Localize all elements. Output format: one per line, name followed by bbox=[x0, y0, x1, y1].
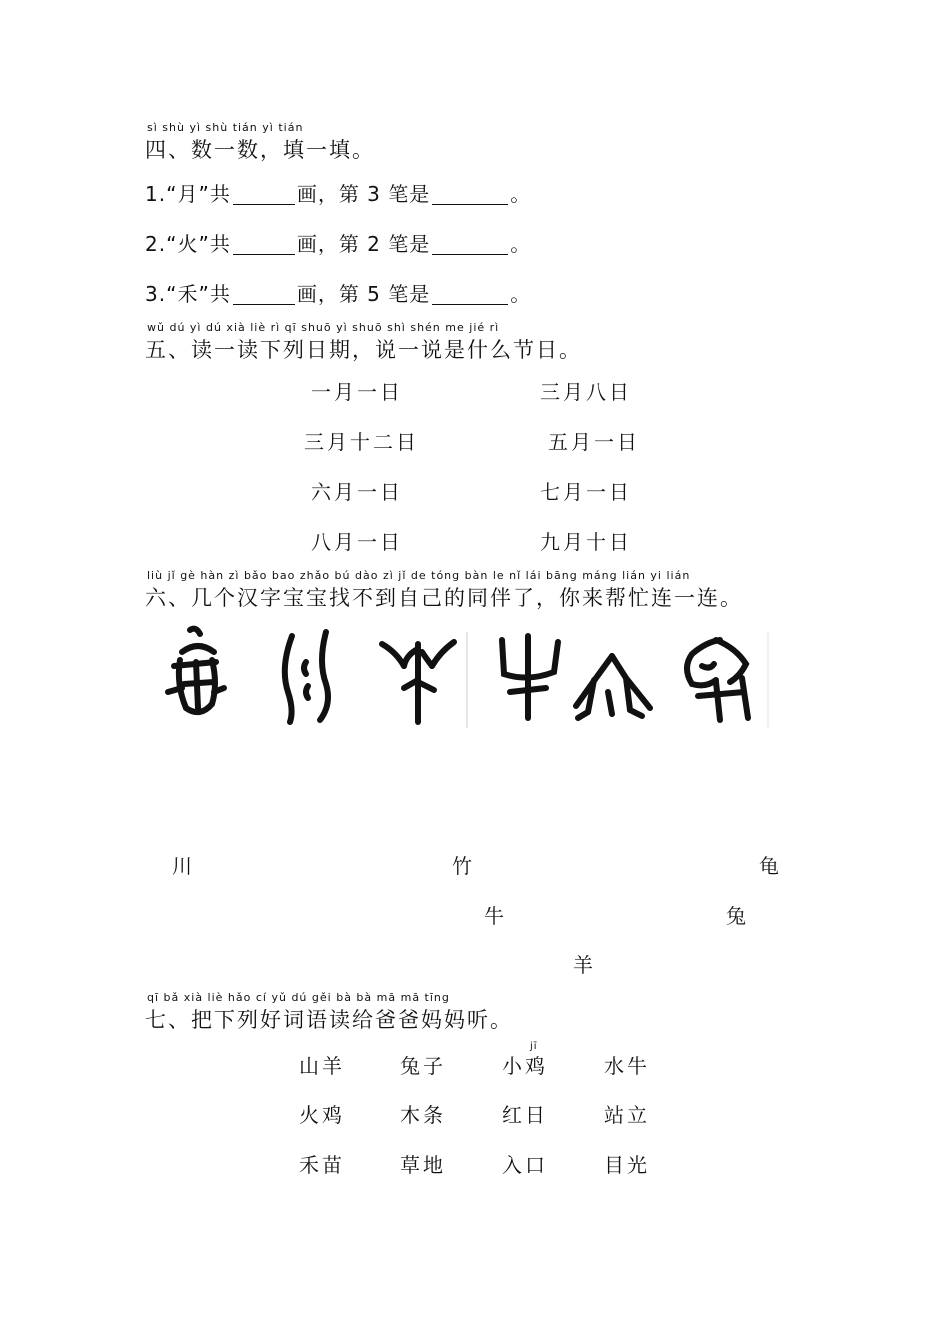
question-2 bbox=[145, 228, 531, 257]
question-number: 1. bbox=[145, 182, 167, 206]
question-char: “禾”共 bbox=[166, 282, 231, 306]
date-item: 八月一日 bbox=[311, 530, 403, 554]
rabbit-oracle-icon bbox=[676, 622, 760, 732]
section5-heading: 五、读一读下列日期，说一说是什么节日。 bbox=[145, 338, 582, 362]
section6-pinyin: liù jǐ gè hàn zì bǎo bao zhǎo bú dào zì jǐ de tóng bàn le nǐ lái bāng máng lián yi lián bbox=[147, 569, 691, 582]
section7-pinyin: qī bǎ xià liè hǎo cí yǔ dú gěi bà bà mā mā tīng bbox=[147, 991, 450, 1004]
stroke-name-blank[interactable] bbox=[432, 182, 508, 205]
question-number: 3. bbox=[145, 282, 167, 306]
char-zhu[interactable]: 竹 bbox=[452, 854, 472, 878]
date-item: 九月十日 bbox=[540, 530, 632, 554]
sheep-oracle-icon bbox=[568, 622, 660, 732]
section4-pinyin: sì shù yì shù tián yì tián bbox=[147, 121, 304, 134]
char-chuan[interactable]: 川 bbox=[172, 854, 192, 878]
char-niu[interactable]: 牛 bbox=[484, 904, 504, 928]
char-gui[interactable]: 龟 bbox=[759, 854, 779, 878]
word-item: 水牛 bbox=[604, 1054, 650, 1078]
char-yang[interactable]: 羊 bbox=[573, 953, 593, 977]
question-end: 。 bbox=[510, 182, 532, 206]
question-mid: 画，第 2 笔是 bbox=[296, 232, 431, 256]
section5-pinyin: wǔ dú yì dú xià liè rì qī shuō yì shuō shì shén me jié rì bbox=[147, 321, 500, 334]
bamboo-oracle-icon bbox=[374, 622, 462, 732]
cow-oracle-icon bbox=[488, 622, 568, 732]
date-item: 七月一日 bbox=[540, 480, 632, 504]
ji-pinyin: jī bbox=[530, 1041, 538, 1052]
word-item: 山羊 bbox=[299, 1054, 345, 1078]
question-3 bbox=[145, 278, 531, 307]
question-char: “火”共 bbox=[166, 232, 231, 256]
question-char: “月”共 bbox=[166, 182, 231, 206]
rabbit-oracle-glyph[interactable] bbox=[676, 622, 760, 732]
date-item: 一月一日 bbox=[311, 380, 403, 404]
turtle-oracle-glyph[interactable] bbox=[160, 622, 230, 732]
word-item: 火鸡 bbox=[299, 1103, 345, 1127]
cow-oracle-glyph[interactable] bbox=[488, 622, 568, 732]
stroke-name-blank[interactable] bbox=[432, 232, 508, 255]
section4-heading: 四、数一数，填一填。 bbox=[145, 138, 375, 162]
char-tu[interactable]: 兔 bbox=[726, 904, 746, 928]
word-item: 红日 bbox=[502, 1103, 548, 1127]
date-item: 三月八日 bbox=[540, 380, 632, 404]
word-item: 小鸡 bbox=[502, 1054, 548, 1078]
bamboo-oracle-glyph[interactable] bbox=[374, 622, 462, 732]
sheep-oracle-glyph[interactable] bbox=[568, 622, 660, 732]
date-item: 六月一日 bbox=[311, 480, 403, 504]
river-oracle-icon bbox=[270, 622, 340, 732]
word-item: 站立 bbox=[604, 1103, 650, 1127]
word-item: 兔子 bbox=[400, 1054, 446, 1078]
question-end: 。 bbox=[510, 282, 532, 306]
section6-heading: 六、几个汉字宝宝找不到自己的同伴了，你来帮忙连一连。 bbox=[145, 586, 743, 610]
turtle-oracle-icon bbox=[160, 622, 230, 732]
word-item: 木条 bbox=[400, 1103, 446, 1127]
date-item: 五月一日 bbox=[548, 430, 640, 454]
stroke-name-blank[interactable] bbox=[432, 282, 508, 305]
question-end: 。 bbox=[510, 232, 532, 256]
question-mid: 画，第 3 笔是 bbox=[296, 182, 431, 206]
stroke-count-blank[interactable] bbox=[233, 232, 295, 255]
stroke-count-blank[interactable] bbox=[233, 182, 295, 205]
word-item: 入口 bbox=[502, 1153, 548, 1177]
date-item: 三月十二日 bbox=[304, 430, 419, 454]
question-number: 2. bbox=[145, 232, 167, 256]
stroke-count-blank[interactable] bbox=[233, 282, 295, 305]
question-mid: 画，第 5 笔是 bbox=[296, 282, 431, 306]
word-item: 目光 bbox=[604, 1153, 650, 1177]
word-item: 草地 bbox=[400, 1153, 446, 1177]
section7-heading: 七、把下列好词语读给爸爸妈妈听。 bbox=[145, 1008, 513, 1032]
word-item: 禾苗 bbox=[299, 1153, 345, 1177]
river-oracle-glyph[interactable] bbox=[270, 622, 340, 732]
question-1 bbox=[145, 178, 531, 207]
